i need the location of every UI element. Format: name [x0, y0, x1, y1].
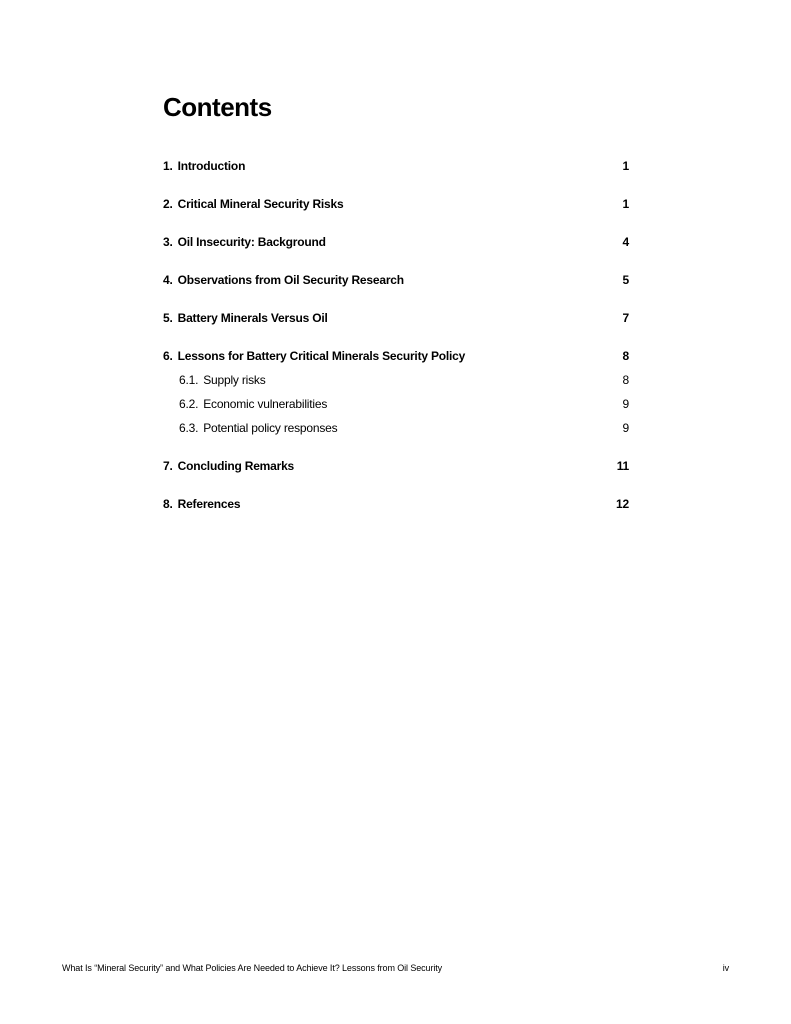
toc-entry-page: 8	[622, 349, 629, 363]
toc-entry-title	[163, 195, 343, 213]
toc-entry-page: 9	[622, 421, 629, 435]
toc-entry-label: Introduction	[177, 159, 246, 173]
toc-entry-number: 3.	[163, 235, 173, 249]
toc-entry-lessons-battery-policy[interactable]	[163, 347, 629, 365]
toc-entry-number: 1.	[163, 159, 173, 173]
toc-entry-number: 8.	[163, 497, 173, 511]
toc-entry-number: 5.	[163, 311, 173, 325]
toc-entry-page: 8	[622, 373, 629, 387]
toc-entry-page: 4	[622, 235, 629, 249]
toc-entry-title	[163, 271, 404, 289]
toc-entry-label: Supply risks	[203, 373, 266, 387]
toc-subentry-potential-policy-responses[interactable]	[163, 419, 629, 437]
toc-entry-title	[163, 233, 326, 251]
toc-entry-references[interactable]	[163, 495, 629, 513]
toc-entry-label: Economic vulnerabilities	[203, 397, 328, 411]
toc-entry-label: Concluding Remarks	[177, 459, 295, 473]
toc-subentry-economic-vulnerabilities[interactable]	[163, 395, 629, 413]
toc-entry-page: 5	[622, 273, 629, 287]
toc-entry-page: 1	[622, 197, 629, 211]
toc-entry-title	[179, 395, 327, 413]
toc-entry-concluding-remarks[interactable]	[163, 457, 629, 475]
toc-entry-page: 7	[622, 311, 629, 325]
toc-entry-label: Observations from Oil Security Research	[177, 273, 404, 287]
footer-page-number: iv	[722, 963, 729, 973]
toc-entry-number: 6.2.	[179, 397, 199, 411]
toc-entry-number: 4.	[163, 273, 173, 287]
toc-entry-label: References	[177, 497, 241, 511]
toc-subentry-supply-risks[interactable]	[163, 371, 629, 389]
toc-entry-title	[163, 347, 465, 365]
toc-entry-title	[179, 419, 337, 437]
toc-entry-title	[163, 157, 245, 175]
toc-entry-number: 7.	[163, 459, 173, 473]
toc-entry-label: Oil Insecurity: Background	[177, 235, 326, 249]
toc-entry-label: Potential policy responses	[203, 421, 338, 435]
toc-entry-number: 6.	[163, 349, 173, 363]
toc-entry-page: 12	[616, 497, 629, 511]
toc-entry-page: 11	[616, 459, 629, 473]
toc-entry-number: 6.3.	[179, 421, 199, 435]
page-footer	[62, 960, 729, 976]
toc-entry-title	[163, 495, 240, 513]
toc-entry-label: Critical Mineral Security Risks	[177, 197, 344, 211]
toc-entry-number: 2.	[163, 197, 173, 211]
toc-entry-introduction[interactable]	[163, 157, 629, 175]
toc-entry-title	[163, 309, 328, 327]
toc-entry-oil-insecurity-background[interactable]	[163, 233, 629, 251]
toc-entry-page: 1	[622, 159, 629, 173]
page-title: Contents	[163, 92, 272, 122]
toc-entry-label: Battery Minerals Versus Oil	[177, 311, 328, 325]
toc-entry-title	[179, 371, 266, 389]
toc-entry-number: 6.1.	[179, 373, 199, 387]
toc-entry-observations-oil-security-research[interactable]	[163, 271, 629, 289]
toc-entry-page: 9	[622, 397, 629, 411]
toc-entry-critical-mineral-security-risks[interactable]	[163, 195, 629, 213]
toc-entry-battery-minerals-versus-oil[interactable]	[163, 309, 629, 327]
footer-document-title: What Is “Mineral Security” and What Policies Are Needed to Achieve It? Lessons from Oil Security	[62, 963, 443, 973]
toc-entry-title	[163, 457, 294, 475]
toc-entry-label: Lessons for Battery Critical Minerals Security Policy	[177, 349, 466, 363]
